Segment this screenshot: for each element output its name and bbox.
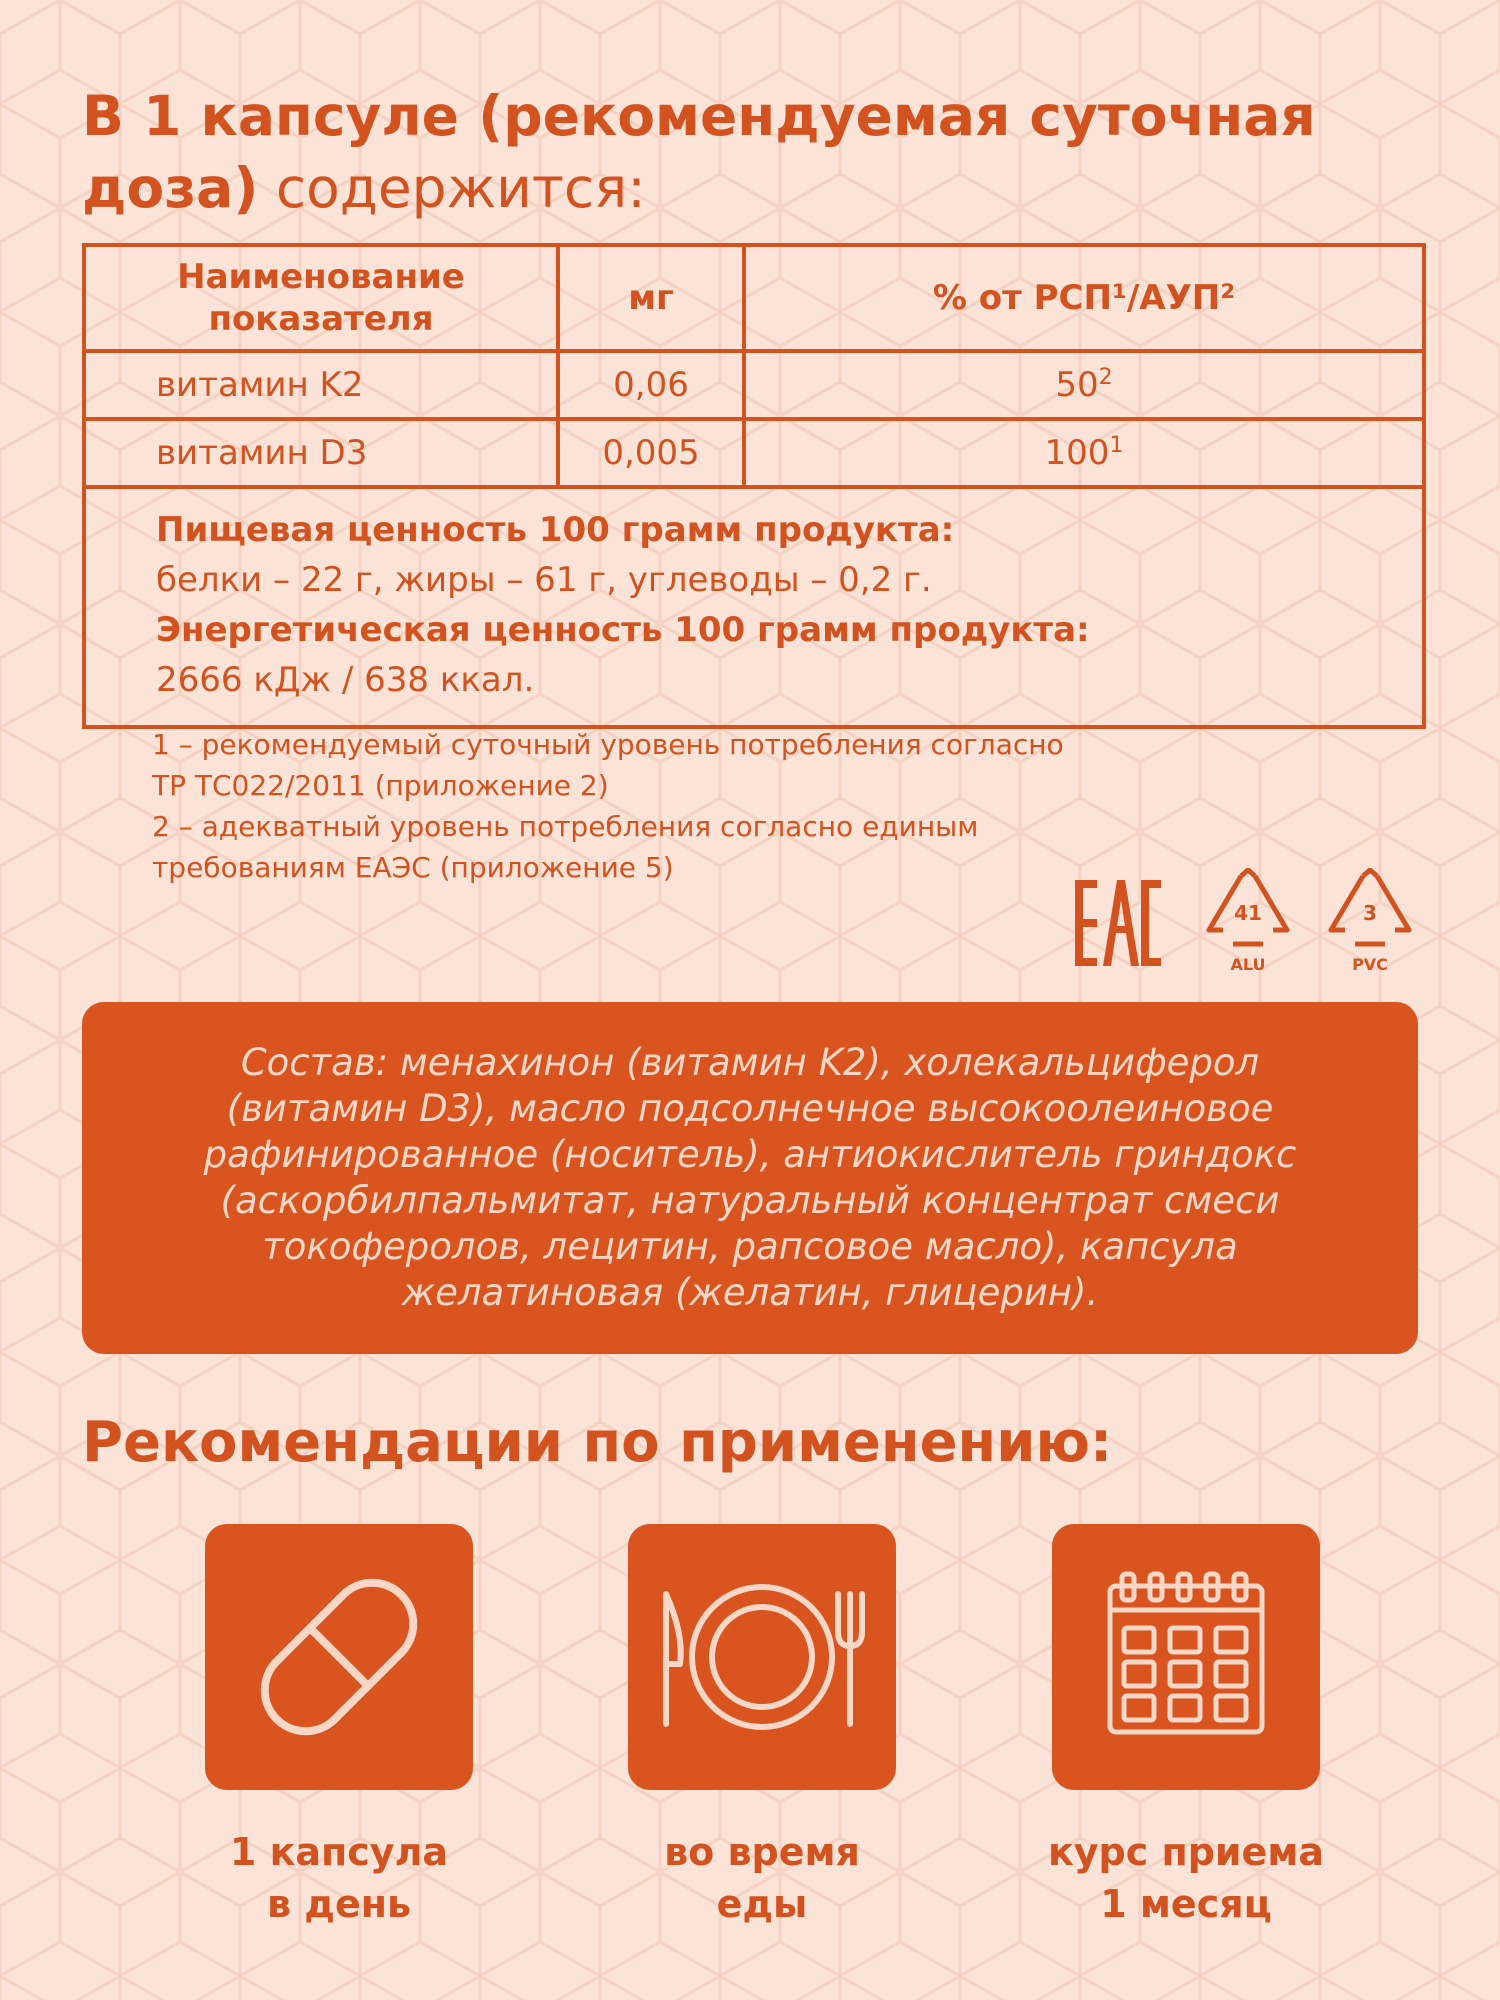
header-percent: % от РСП¹/АУП² — [744, 245, 1424, 351]
alu-label: ALU — [1230, 955, 1266, 974]
label-line: 1 капсула — [229, 1830, 449, 1874]
table-header-row — [84, 245, 1424, 351]
composition-panel — [82, 1002, 1418, 1354]
footnotes — [152, 724, 1352, 888]
footnote-line: 2 – адекватный уровень потребления согласно единым — [152, 810, 979, 843]
nutrition-table — [82, 243, 1426, 729]
energy-heading: Энергетическая ценность 100 грамм продукта: — [156, 610, 1090, 650]
recommendation-label — [159, 1826, 519, 1930]
capsule-icon — [205, 1524, 473, 1790]
recycle-triangle-icon — [1325, 868, 1415, 978]
label-line: во время — [664, 1830, 860, 1874]
recommendation-label — [1006, 1826, 1366, 1930]
row-name: витамин K2 — [84, 351, 558, 419]
title-regular: содержится: — [258, 156, 646, 220]
title-bold: В 1 капсуле (рекомендуемая суточная доза) — [82, 84, 1316, 220]
table-row — [84, 351, 1424, 419]
alu-number: 41 — [1234, 901, 1262, 925]
label-line: курс приема — [1047, 1830, 1325, 1874]
recommendation-tile-meal — [628, 1524, 896, 1790]
nutrition-heading: Пищевая ценность 100 грамм продукта: — [156, 510, 955, 550]
row-percent-sup: 2 — [1098, 365, 1113, 390]
table-info-row — [84, 487, 1424, 727]
footnote-line: ТР ТС022/2011 (приложение 2) — [152, 769, 609, 802]
recommendation-tile-course — [1052, 1524, 1320, 1790]
row-percent-sup: 1 — [1109, 433, 1124, 458]
plate-cutlery-icon — [628, 1524, 896, 1790]
label-line: еды — [716, 1882, 808, 1926]
table-row — [84, 419, 1424, 487]
certification-marks — [1073, 868, 1453, 978]
energy-values: 2666 кДж / 638 ккал. — [156, 660, 535, 700]
footnote-line: 1 – рекомендуемый суточный уровень потребления согласно — [152, 728, 1064, 761]
row-percent-cell — [744, 419, 1424, 487]
eac-mark-icon — [1073, 880, 1163, 966]
header-name: Наименование показателя — [84, 245, 558, 351]
label-line: в день — [266, 1882, 412, 1926]
row-percent-cell — [744, 351, 1424, 419]
recycle-triangle-icon — [1203, 868, 1293, 978]
pvc-label: PVC — [1352, 955, 1388, 974]
recommendations-title: Рекомендации по применению: — [82, 1410, 1113, 1475]
nutrition-info — [84, 487, 1424, 727]
nutrition-values: белки – 22 г, жиры – 61 г, углеводы – 0,2 г. — [156, 560, 932, 600]
row-name: витамин D3 — [84, 419, 558, 487]
label-line: 1 месяц — [1100, 1882, 1272, 1926]
row-percent: 50 — [1055, 365, 1099, 405]
row-mg: 0,06 — [558, 351, 744, 419]
row-mg: 0,005 — [558, 419, 744, 487]
pvc-number: 3 — [1363, 901, 1377, 925]
footnote-line: требованиям ЕАЭС (приложение 5) — [152, 851, 674, 884]
recommendation-label — [582, 1826, 942, 1930]
composition-text: Состав: менахинон (витамин K2), холекальциферол (витамин D3), масло подсолнечное высокоолеиновое рафинированное (носитель), антиокислитель гриндокс (аскорбилпальмитат, натуральный концентрат смеси токоферолов, лецитин, рапсовое масло), капсула желатиновая (желатин, глицерин). — [203, 1041, 1297, 1314]
row-percent: 100 — [1044, 433, 1110, 473]
page-title — [82, 80, 1422, 224]
header-mg: мг — [558, 245, 744, 351]
calendar-icon — [1052, 1524, 1320, 1790]
recommendation-tile-dose — [205, 1524, 473, 1790]
